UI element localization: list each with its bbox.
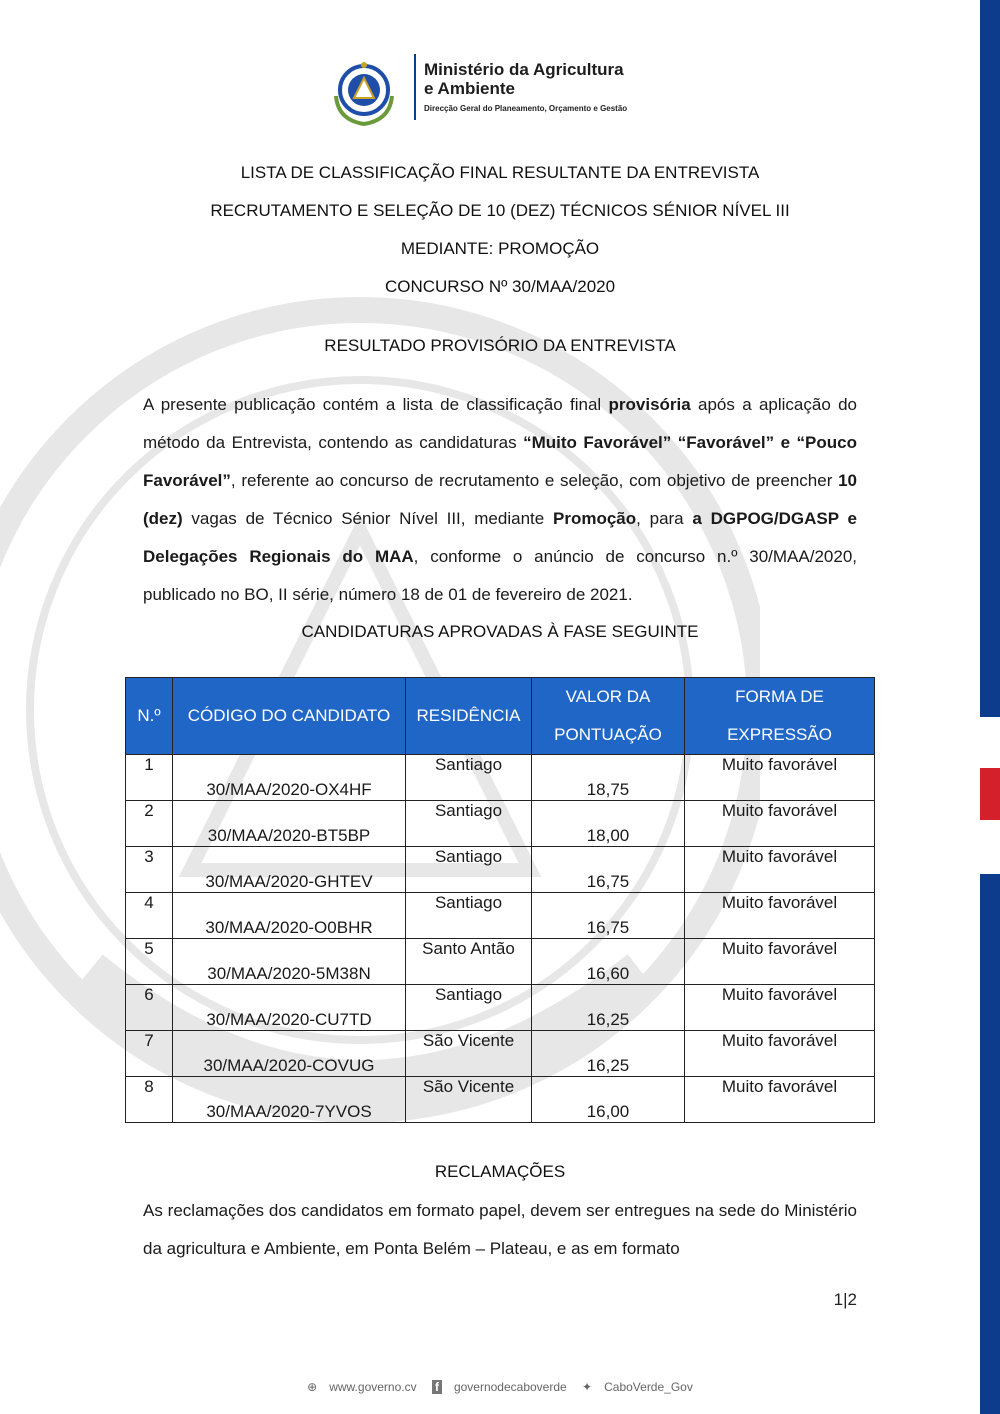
header-number: N.º — [126, 678, 173, 755]
cell-score: 16,60 — [532, 939, 685, 985]
cell-candidate-code: 30/MAA/2020-COVUG — [173, 1031, 406, 1077]
intro-text-1: A presente publicação contém a lista de classificação final — [143, 395, 609, 414]
cell-number: 1 — [126, 755, 173, 801]
cell-residence: Santiago — [406, 985, 532, 1031]
cell-number: 5 — [126, 939, 173, 985]
cell-number: 2 — [126, 801, 173, 847]
side-bar-blue-bottom — [980, 874, 1000, 1414]
cell-candidate-code: 30/MAA/2020-GHTEV — [173, 847, 406, 893]
cell-expression: Muito favorável — [685, 1031, 875, 1077]
approved-heading: CANDIDATURAS APROVADAS À FASE SEGUINTE — [301, 622, 699, 641]
footer — [0, 1380, 1000, 1394]
header-score: VALOR DA PONTUAÇÃO — [532, 678, 685, 755]
table-row — [126, 801, 875, 847]
cell-expression: Muito favorável — [685, 985, 875, 1031]
cell-candidate-code: 30/MAA/2020-5M38N — [173, 939, 406, 985]
ministry-name — [424, 60, 624, 98]
title-line-3: MEDIANTE: PROMOÇÃO — [400, 239, 600, 258]
page-number: 1|2 — [833, 1290, 857, 1309]
complaints-paragraph: As reclamações dos candidatos em formato papel, devem ser entregues na sede do Ministério da agricultura e Ambiente, em Ponta Belém – Plateau, e as em formato — [143, 1201, 857, 1258]
table-header-row — [126, 678, 875, 755]
header-expression: FORMA DE EXPRESSÃO — [685, 678, 875, 755]
directorate-name: Direcção Geral do Planeamento, Orçamento e Gestão — [424, 104, 628, 113]
complaints-heading: RECLAMAÇÕES — [434, 1162, 566, 1181]
cell-number: 3 — [126, 847, 173, 893]
cell-score: 16,25 — [532, 1031, 685, 1077]
cell-expression: Muito favorável — [685, 893, 875, 939]
cell-residence: São Vicente — [406, 1077, 532, 1123]
intro-text-4: vagas de Técnico Sénior Nível III, mediante — [182, 509, 553, 528]
table-row — [126, 985, 875, 1031]
intro-paragraph — [143, 386, 857, 614]
cell-number: 8 — [126, 1077, 173, 1123]
cell-expression: Muito favorável — [685, 939, 875, 985]
cell-number: 7 — [126, 1031, 173, 1077]
cell-score: 18,75 — [532, 755, 685, 801]
intro-bold-1: provisória — [608, 395, 691, 414]
title-line-1: LISTA DE CLASSIFICAÇÃO FINAL RESULTANTE DA ENTREVISTA — [240, 163, 760, 182]
cell-residence: Santo Antão — [406, 939, 532, 985]
cell-candidate-code: 30/MAA/2020-7YVOS — [173, 1077, 406, 1123]
cell-expression: Muito favorável — [685, 1077, 875, 1123]
intro-bold-3: 10 (dez) — [143, 471, 857, 528]
header-candidate-code: CÓDIGO DO CANDIDATO — [173, 678, 406, 755]
cell-candidate-code: 30/MAA/2020-O0BHR — [173, 893, 406, 939]
header-residence: RESIDÊNCIA — [406, 678, 532, 755]
cell-score: 16,75 — [532, 893, 685, 939]
twitter-icon: ✦ — [582, 1380, 593, 1394]
ministry-name-line1: Ministério da Agricultura — [424, 60, 624, 79]
coat-of-arms-icon — [326, 56, 402, 128]
table-row — [126, 847, 875, 893]
letterhead-divider — [414, 54, 416, 120]
footer-twitter[interactable]: CaboVerde_Gov — [604, 1380, 693, 1394]
intro-text-5: , para — [636, 509, 693, 528]
table-row — [126, 939, 875, 985]
title-line-4: CONCURSO Nº 30/MAA/2020 — [384, 277, 616, 296]
title-line-2: RECRUTAMENTO E SELEÇÃO DE 10 (DEZ) TÉCNICOS SÉNIOR NÍVEL III — [210, 201, 790, 220]
cell-number: 6 — [126, 985, 173, 1031]
footer-website[interactable]: www.governo.cv — [329, 1380, 417, 1394]
letterhead — [326, 52, 686, 124]
ministry-name-line2: e Ambiente — [424, 79, 516, 98]
cell-score: 18,00 — [532, 801, 685, 847]
intro-text-2: após a aplicação do método da Entrevista, contendo as candidaturas — [143, 395, 858, 452]
footer-facebook[interactable]: governodecaboverde — [453, 1380, 567, 1394]
cell-candidate-code: 30/MAA/2020-OX4HF — [173, 755, 406, 801]
facebook-icon: f — [432, 1380, 442, 1394]
cell-residence: Santiago — [406, 847, 532, 893]
cell-score: 16,25 — [532, 985, 685, 1031]
table-row — [126, 755, 875, 801]
cell-candidate-code: 30/MAA/2020-CU7TD — [173, 985, 406, 1031]
intro-bold-4: Promoção — [552, 509, 637, 528]
cell-score: 16,75 — [532, 847, 685, 893]
cell-residence: Santiago — [406, 801, 532, 847]
cell-residence: São Vicente — [406, 1031, 532, 1077]
intro-text-6: , conforme o anúncio de concurso n.º 30/MAA/2020, publicado no BO, II série, número 18 de 01 de fevereiro de 2021. — [143, 547, 857, 604]
intro-text-3: , referente ao concurso de recrutamento e seleção, com objetivo de preencher — [230, 471, 839, 490]
intro-bold-2: “Muito Favorável” “Favorável” e “Pouco Favorável” — [143, 433, 857, 490]
cell-expression: Muito favorável — [685, 755, 875, 801]
table-row — [126, 893, 875, 939]
cell-expression: Muito favorável — [685, 801, 875, 847]
side-bar-red — [980, 768, 1000, 820]
intro-bold-5: a DGPOG/DGASP e Delegações Regionais do MAA — [143, 509, 857, 566]
cell-residence: Santiago — [406, 893, 532, 939]
table-row — [126, 1031, 875, 1077]
result-heading: RESULTADO PROVISÓRIO DA ENTREVISTA — [324, 336, 676, 355]
cell-score: 16,00 — [532, 1077, 685, 1123]
cell-candidate-code: 30/MAA/2020-BT5BP — [173, 801, 406, 847]
globe-icon: ⊕ — [307, 1380, 318, 1394]
cell-residence: Santiago — [406, 755, 532, 801]
cell-number: 4 — [126, 893, 173, 939]
results-table — [125, 677, 875, 1123]
table-row — [126, 1077, 875, 1123]
side-bar-blue-top — [980, 0, 1000, 717]
cell-expression: Muito favorável — [685, 847, 875, 893]
